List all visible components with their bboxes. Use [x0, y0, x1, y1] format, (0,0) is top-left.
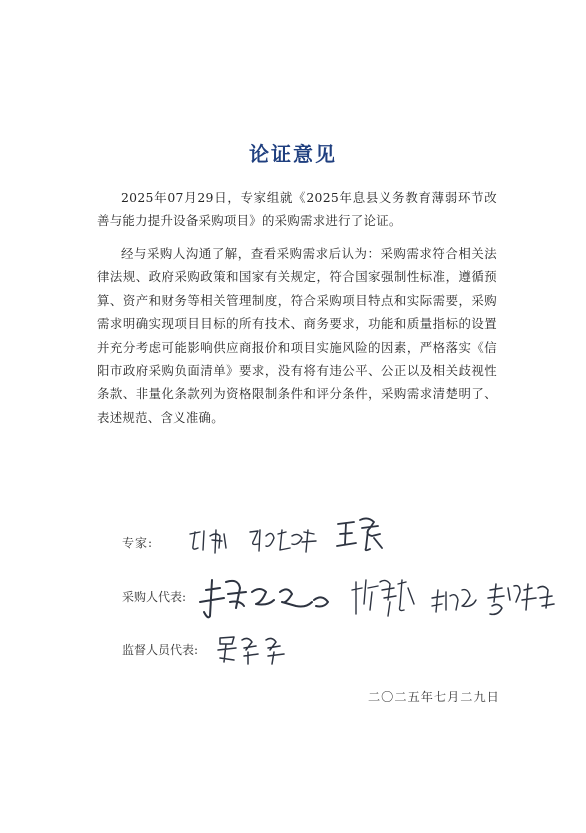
purchaser-signature-2 — [350, 574, 418, 620]
supervisor-label: 监督人员代表: — [122, 643, 199, 657]
expert-label: 专家: — [122, 536, 154, 550]
purchaser-signature-1 — [196, 572, 336, 622]
supervisor-signature — [214, 632, 294, 668]
signing-date: 二〇二五年七月二九日 — [368, 690, 500, 704]
expert-signature-3 — [334, 514, 386, 554]
paragraph-intro: 2025年07月29日，专家组就《2025年息县义务教育薄弱环节改善与能力提升设备采购项目》的采购需求进行了论证。 — [97, 190, 497, 229]
purchaser-signature-4 — [484, 580, 556, 622]
paragraph-opinion: 经与采购人沟通了解，查看采购需求后认为：采购需求符合相关法律法规、政府采购政策和国家有关规定，符合国家强制性标准，遵循预算、资产和财务等相关管理制度，符合采购项目特点和实际需要，采购需求明确实现项目目标的所有技术、商务要求，功能和质量指标的设置并充分考虑可能影响供应商报价和项目实施风险的因素，严格落实《信阳市政府采购负面清单》要求，没有将有违公平、公正以及相关歧视性条款、非量化条款列为资格限制条件和评分条件，采购需求清楚明了、表述规范、含义准确。 — [97, 246, 497, 425]
purchaser-signature-3 — [428, 584, 480, 618]
expert-signature-2 — [246, 526, 318, 556]
purchaser-label: 采购人代表: — [122, 590, 187, 604]
expert-signature-1 — [186, 526, 230, 556]
document-title: 论证意见 — [249, 142, 337, 166]
